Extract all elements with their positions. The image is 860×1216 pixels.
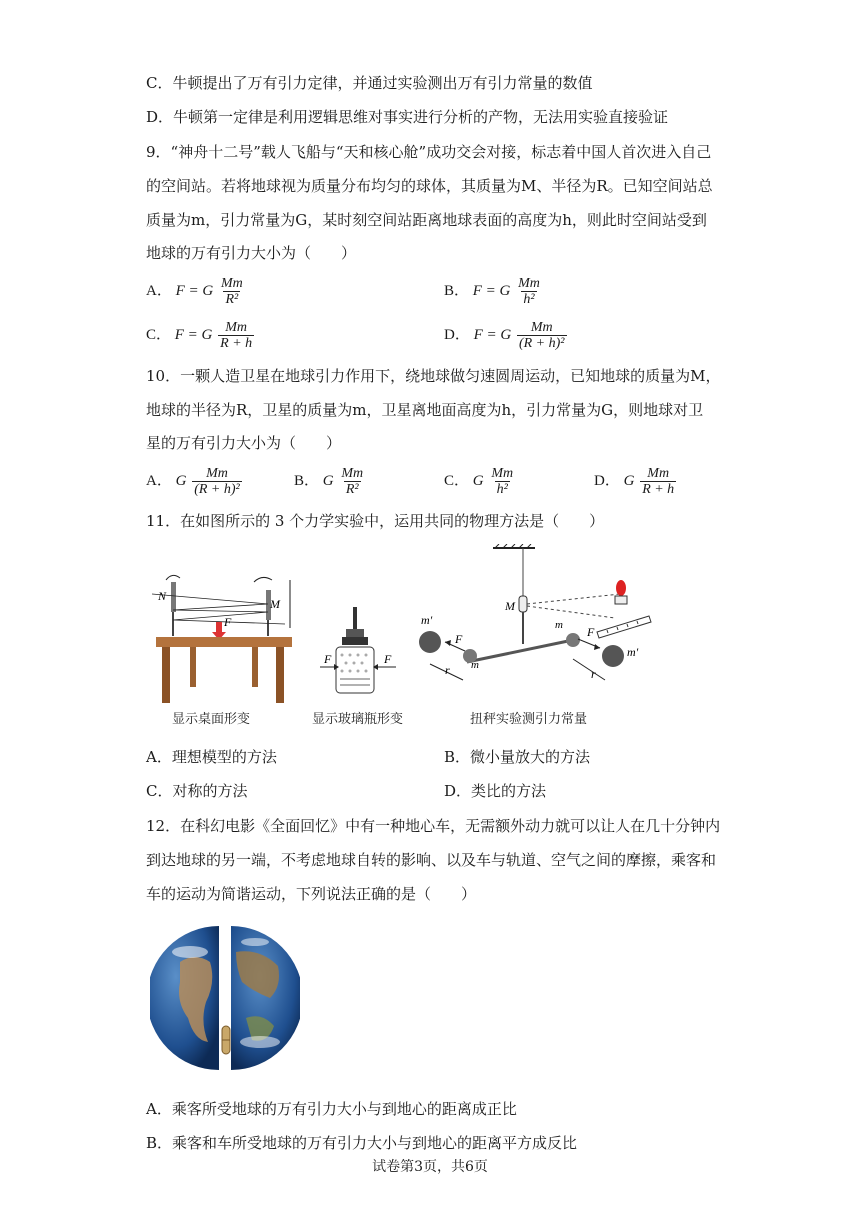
label-m: m: [471, 659, 479, 671]
fraction: $\frac{Mm}{\text{h²}}$: [518, 276, 540, 307]
q8-option-d: D．牛顿第一定律是利用逻辑思维对事实进行分析的产物，无法用实验直接验证: [146, 108, 669, 126]
page-footer: 试卷第3页，共6页: [372, 1159, 488, 1175]
label-m-prime: m′: [421, 613, 433, 627]
glass-bottle-figure: [320, 605, 400, 700]
q12-option-a: A．乘客所受地球的万有引力大小与到地心的距离成正比: [146, 1100, 517, 1118]
q9-option-c: C． F = G $\frac{Mm}{R + h}$: [146, 320, 253, 351]
fraction: $\frac{Mm}{\text{(R + h)²}}$: [518, 320, 565, 351]
q10-option-c: C． G $\frac{Mm}{\text{h²}}$: [444, 466, 514, 497]
q10-option-d: D． G $\frac{Mm}{R + h}$: [594, 466, 675, 497]
q11-option-d: D．类比的方法: [444, 782, 547, 800]
q9-option-b: B． F = G $\frac{Mm}{\text{h²}}$: [444, 276, 540, 307]
q9-option-d: D． F = G $\frac{Mm}{\text{(R + h)²}}$: [444, 320, 565, 351]
caption-bottle: 显示玻璃瓶形变: [312, 712, 404, 727]
label-r: r: [591, 667, 596, 681]
q9-stem-line2: 的空间站。若将地球视为质量分布均匀的球体，其质量为M、半径为R。已知空间站总: [146, 177, 713, 195]
label-m: m: [555, 619, 563, 631]
fraction: $\frac{Mm}{\text{R²}}$: [220, 276, 243, 307]
caption-torsion: 扭秤实验测引力常量: [470, 712, 588, 727]
q11-option-c: C．对称的方法: [146, 782, 248, 800]
label-f: F: [384, 652, 392, 666]
label-r: r: [445, 663, 450, 677]
table-deformation-figure: [150, 568, 300, 703]
q12-option-b: B．乘客和车所受地球的万有引力大小与到地心的距离平方成反比: [146, 1134, 578, 1152]
fraction: $\frac{Mm}{\text{R²}}$: [341, 466, 364, 497]
q12-stem-line1: 12．在科幻电影《全面回忆》中有一种地心车，无需额外动力就可以让人在几十分钟内: [146, 817, 721, 835]
q10-stem-line3: 星的万有引力大小为（ ）: [146, 434, 342, 452]
fraction: $\frac{Mm}{\text{(R + h)²}}$: [194, 466, 240, 497]
q9-option-a: A． F = G $\frac{Mm}{\text{R²}}$: [146, 276, 243, 307]
fraction: $\frac{Mm}{\text{h²}}$: [491, 466, 514, 497]
label-f: F: [324, 652, 332, 666]
q11-option-a: A．理想模型的方法: [146, 748, 277, 766]
q11-option-b: B．微小量放大的方法: [444, 748, 591, 766]
label-m-prime: m′: [627, 645, 639, 659]
q11-stem: 11．在如图所示的 3 个力学实验中，运用共同的物理方法是（ ）: [146, 512, 605, 530]
q8-option-c: C．牛顿提出了万有引力定律，并通过实验测出万有引力常量的数值: [146, 74, 593, 92]
q9-stem-line1: 9．“神舟十二号”载人飞船与“天和核心舱”成功交会对接，标志着中国人首次进入自己: [146, 143, 712, 161]
earth-tunnel-image: [150, 922, 300, 1074]
q12-stem-line2: 到达地球的另一端，不考虑地球自转的影响、以及车与轨道、空气之间的摩擦，乘客和: [146, 851, 717, 869]
fraction: $\frac{Mm}{R + h}$: [220, 320, 253, 351]
q10-option-a: A． G $\frac{Mm}{\text{(R + h)²}}$: [146, 466, 240, 497]
label-f: F: [455, 632, 463, 646]
q10-option-b: B． G $\frac{Mm}{\text{R²}}$: [294, 466, 364, 497]
q10-stem-line2: 地球的半径为R，卫星的质量为m，卫星离地面高度为h，引力常量为G，则地球对卫: [146, 401, 704, 419]
label-f: F: [587, 625, 595, 639]
caption-table: 显示桌面形变: [172, 712, 251, 727]
label-f: F: [224, 615, 232, 629]
label-n: N: [158, 589, 167, 603]
q12-stem-line3: 车的运动为简谐运动，下列说法正确的是（ ）: [146, 885, 477, 903]
q9-stem-line4: 地球的万有引力大小为（ ）: [146, 244, 357, 262]
label-m: M: [270, 597, 280, 611]
fraction: $\frac{Mm}{R + h}$: [642, 466, 675, 497]
torsion-balance-figure: [415, 544, 655, 704]
label-m-upper: M: [505, 599, 515, 613]
q9-stem-line3: 质量为m，引力常量为G，某时刻空间站距离地球表面的高度为h，则此时空间站受到: [146, 211, 707, 229]
q10-stem-line1: 10．一颗人造卫星在地球引力作用下，绕地球做匀速圆周运动，已知地球的质量为M，: [146, 367, 721, 385]
